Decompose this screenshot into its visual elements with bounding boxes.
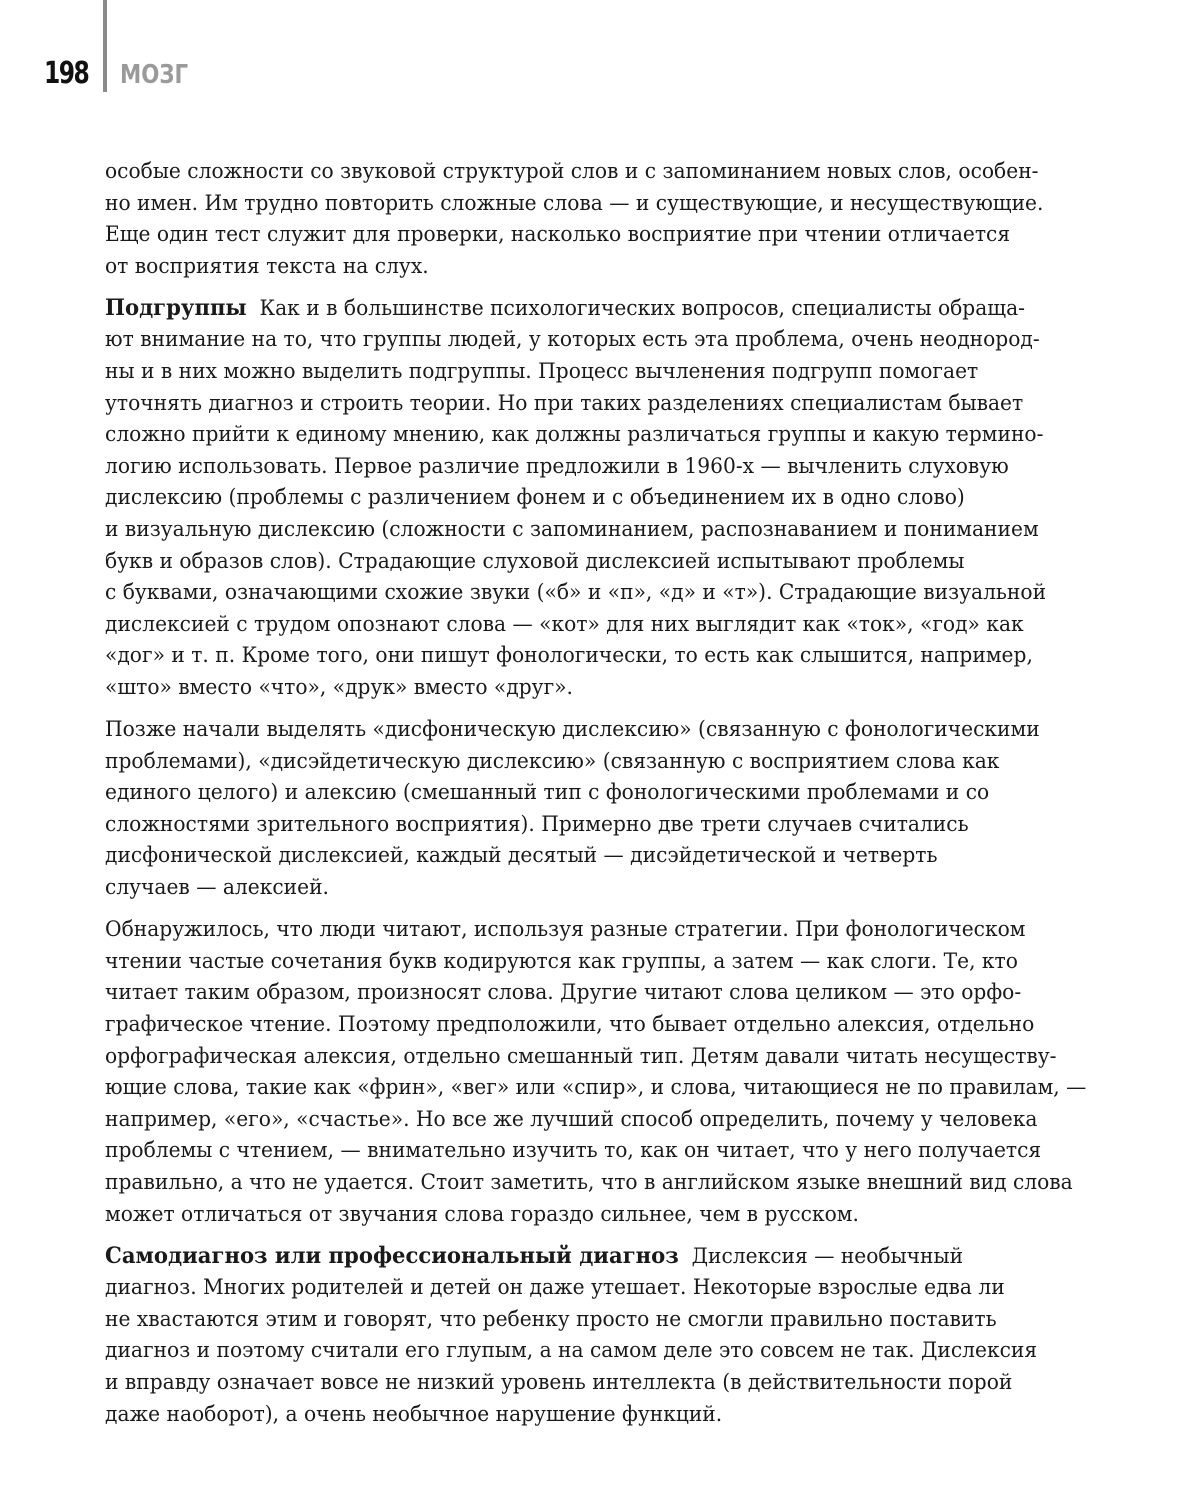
text-line: [105, 714, 1040, 746]
text-line: [105, 356, 1031, 388]
text-line: [105, 1167, 1073, 1199]
paragraph: [105, 293, 1090, 704]
text-line: [105, 482, 1031, 514]
line-text: проблемами), «дисэйдетическую дислексию» (связанную с восприятием слова как: [105, 748, 1000, 774]
line-text: «дог» и т. п. Кроме того, они пишут фонологически, то есть как слышится, например,: [105, 643, 1033, 669]
line-text: логию использовать. Первое различие предложили в 1960-х — вычленить слуховую: [105, 453, 1009, 479]
line-text: но имен. Им трудно повторить сложные слова — и существующие, и несуществующие.: [105, 190, 1044, 216]
line-text: с буквами, означающими схожие звуки («б» и «п», «д» и «т»). Страдающие визуальной: [105, 580, 1047, 606]
text-line: [105, 219, 1031, 251]
text-line: [105, 746, 1031, 778]
line-text: ют внимание на то, что группы людей, у которых есть эта проблема, очень неоднород-: [105, 327, 1040, 353]
line-text: букв и образов слов). Страдающие слуховой дислексией испытывают проблемы: [105, 548, 965, 574]
paragraph-gap: [105, 1230, 1090, 1241]
text-line: [105, 388, 1031, 420]
line-text: ющие слова, такие как «фрин», «вег» или «спир», и слова, читающиеся не по правилам, —: [105, 1075, 1087, 1101]
text-line: [105, 840, 1031, 872]
text-line: [105, 324, 1040, 356]
paragraph: [105, 156, 1090, 282]
line-text: Дислексия — необычный: [691, 1243, 964, 1269]
line-text: например, «его», «счастье». Но все же лучший способ определить, почему у человека: [105, 1106, 1038, 1132]
text-line: [105, 293, 1031, 325]
text-line: [105, 1104, 1038, 1136]
line-text: чтении частые сочетания букв кодируются как группы, а затем — как слоги. Те, кто: [105, 948, 1018, 974]
header-divider: [103, 0, 107, 92]
text-line: [105, 809, 1031, 841]
line-text: сложно прийти к единому мнению, как должны различаться группы и какую термино-: [105, 422, 1044, 448]
line-text: читает таким образом, произносят слова. Другие читают слова целиком — это орфо-: [105, 980, 1022, 1006]
line-text: случаев — алексией.: [105, 875, 329, 901]
line-text: уточнять диагноз и строить теории. Но при таких разделениях специалистам бывает: [105, 390, 1024, 416]
line-text: «што» вместо «что», «друк» вместо «друг».: [105, 675, 573, 700]
text-line: [105, 1072, 1087, 1104]
line-text: особые сложности со звуковой структурой слов и с запоминанием новых слов, особен-: [105, 159, 1039, 184]
paragraph-heading: Подгруппы: [105, 294, 247, 321]
text-line: [105, 251, 1031, 283]
text-line: [105, 1199, 1031, 1231]
text-line: [105, 1335, 1038, 1367]
line-text: дислексией с трудом опознают слова — «кот» для них выглядит как «ток», «год» как: [105, 611, 1024, 637]
line-text: орфографическая алексия, отдельно смешанный тип. Детям давали читать несуществу-: [105, 1043, 1057, 1069]
text-line: [105, 1135, 1042, 1167]
text-line: [105, 514, 1039, 546]
running-header-title: МОЗГ: [120, 60, 189, 90]
text-line: [105, 1241, 1031, 1273]
text-line: [105, 546, 1031, 578]
paragraph-gap: [105, 282, 1090, 293]
line-text: проблемы с чтением, — внимательно изучить то, как он читает, что у него получается: [105, 1138, 1042, 1164]
text-line: [105, 1304, 1031, 1336]
text-line: [105, 1272, 1031, 1304]
line-text: и визуальную дислексию (сложности с запоминанием, распознаванием и пониманием: [105, 517, 1039, 543]
line-text: ны и в них можно выделить подгруппы. Процесс вычленения подгрупп помогает: [105, 359, 979, 385]
line-text: диагноз и поэтому считали его глупым, а на самом деле это совсем не так. Дислексия: [105, 1338, 1038, 1364]
text-line: [105, 640, 1031, 672]
line-text: единого целого) и алексию (смешанный тип с фонологическими проблемами и со: [105, 780, 990, 806]
line-text: от восприятия текста на слух.: [105, 253, 429, 279]
text-line: [105, 1009, 1035, 1041]
line-text: диагноз. Многих родителей и детей он даже утешает. Некоторые взрослые едва ли: [105, 1275, 1005, 1301]
text-line: [105, 419, 1044, 451]
paragraph-gap: [105, 904, 1090, 915]
line-text: правильно, а что не удается. Стоит заметить, что в английском языке внешний вид слова: [105, 1169, 1073, 1195]
text-line: [105, 977, 1031, 1009]
text-line: [105, 188, 1044, 220]
paragraph: [105, 714, 1090, 904]
text-line: [105, 609, 1031, 641]
text-line: [105, 914, 1031, 946]
text-line: [105, 451, 1031, 483]
text-line: [105, 872, 1031, 904]
line-text: графическое чтение. Поэтому предположили, что бывает отдельно алексия, отдельно: [105, 1011, 1035, 1037]
text-line: [105, 577, 1047, 609]
text-line: [105, 946, 1031, 978]
line-text: Обнаружилось, что люди читают, используя разные стратегии. При фонологическом: [105, 917, 1026, 943]
paragraph: [105, 1241, 1090, 1431]
line-text: дислексию (проблемы с различением фонем и с объединением их в одно слово): [105, 485, 965, 511]
text-line: [105, 777, 1031, 809]
text-line: [105, 672, 1031, 704]
line-text: сложностями зрительного восприятия). Примерно две трети случаев считались: [105, 811, 969, 837]
line-text: Позже начали выделять «дисфоническую дислексию» (связанную с фонологическими: [105, 717, 1040, 743]
line-text: и вправду означает вовсе не низкий уровень интеллекта (в действительности порой: [105, 1369, 1013, 1395]
paragraph: [105, 914, 1090, 1230]
line-text: Еще один тест служит для проверки, насколько восприятие при чтении отличается: [105, 222, 1011, 248]
text-line: [105, 1399, 1031, 1431]
page-body: [105, 156, 1090, 1430]
line-text: дисфонической дислексией, каждый десятый — дисэйдетической и четверть: [105, 843, 938, 869]
text-line: [105, 1367, 1031, 1399]
line-text: даже наоборот), а очень необычное нарушение функций.: [105, 1401, 723, 1427]
text-line: [105, 156, 1039, 188]
line-text: может отличаться от звучания слова гораздо сильнее, чем в русском.: [105, 1201, 859, 1227]
line-text: Как и в большинстве психологических вопросов, специалисты обраща-: [259, 295, 1025, 321]
paragraph-gap: [105, 704, 1090, 715]
text-line: [105, 1041, 1057, 1073]
page-number: 198: [44, 56, 89, 91]
line-text: не хвастаются этим и говорят, что ребенку просто не смогли правильно поставить: [105, 1306, 997, 1332]
paragraph-heading: Самодиагноз или профессиональный диагноз: [105, 1242, 679, 1269]
